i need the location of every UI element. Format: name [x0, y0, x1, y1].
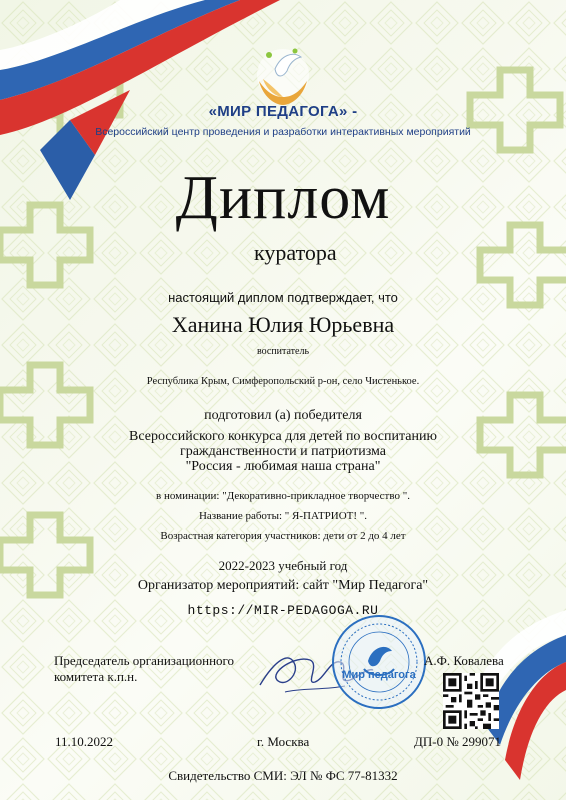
work-title: Название работы: " Я-ПАТРИОТ! ". [198, 510, 368, 522]
contest-line-2: гражданственности и патриотизма [179, 444, 387, 459]
website-link: https://MIR-PEDAGOGA.RU [187, 603, 379, 618]
org-name: «МИР ПЕДАГОГА» - [208, 103, 358, 120]
age-category: Возрастная категория участников: дети от 2 до 4 лет [160, 530, 406, 542]
stamp-text: Мир педагога [342, 669, 416, 681]
recipient-name: Ханина Юлия Юрьевна [171, 312, 395, 337]
recipient-position: воспитатель [256, 346, 310, 357]
issue-city: г. Москва [257, 734, 310, 749]
official-stamp [330, 613, 428, 711]
qr-code-icon [443, 673, 499, 729]
diploma-title: Диплом [175, 164, 391, 232]
issue-date: 11.10.2022 [55, 734, 114, 749]
stamp-seal-icon [330, 613, 428, 711]
chair-title-1: Председатель организационного [54, 653, 235, 668]
prepared-text: подготовил (а) победителя [204, 408, 362, 423]
confirm-text: настоящий диплом подтверждает, что [168, 290, 398, 305]
contest-line-1: Всероссийского конкурса для детей по воспитанию [129, 429, 437, 444]
diploma-subtitle: куратора [254, 240, 337, 265]
organizer: Организатор мероприятий: сайт "Мир Педагога" [137, 578, 429, 593]
academic-year: 2022-2023 учебный год [218, 558, 348, 573]
media-registration: Свидетельство СМИ: ЭЛ № ФС 77-81332 [168, 768, 398, 783]
recipient-location: Республика Крым, Симферопольский р-он, село Чистенькое. [146, 376, 420, 387]
org-subtitle: Всероссийский центр проведения и разработки интерактивных мероприятий [95, 126, 471, 138]
nomination: в номинации: "Декоративно-прикладное творчество ". [156, 490, 410, 502]
signatory-name: А.Ф. Ковалева [424, 653, 504, 668]
contest-line-3: "Россия - любимая наша страна" [185, 459, 381, 474]
document-number: ДП-0 № 299071 [414, 734, 501, 749]
chair-title-2: комитета к.п.н. [54, 669, 138, 684]
